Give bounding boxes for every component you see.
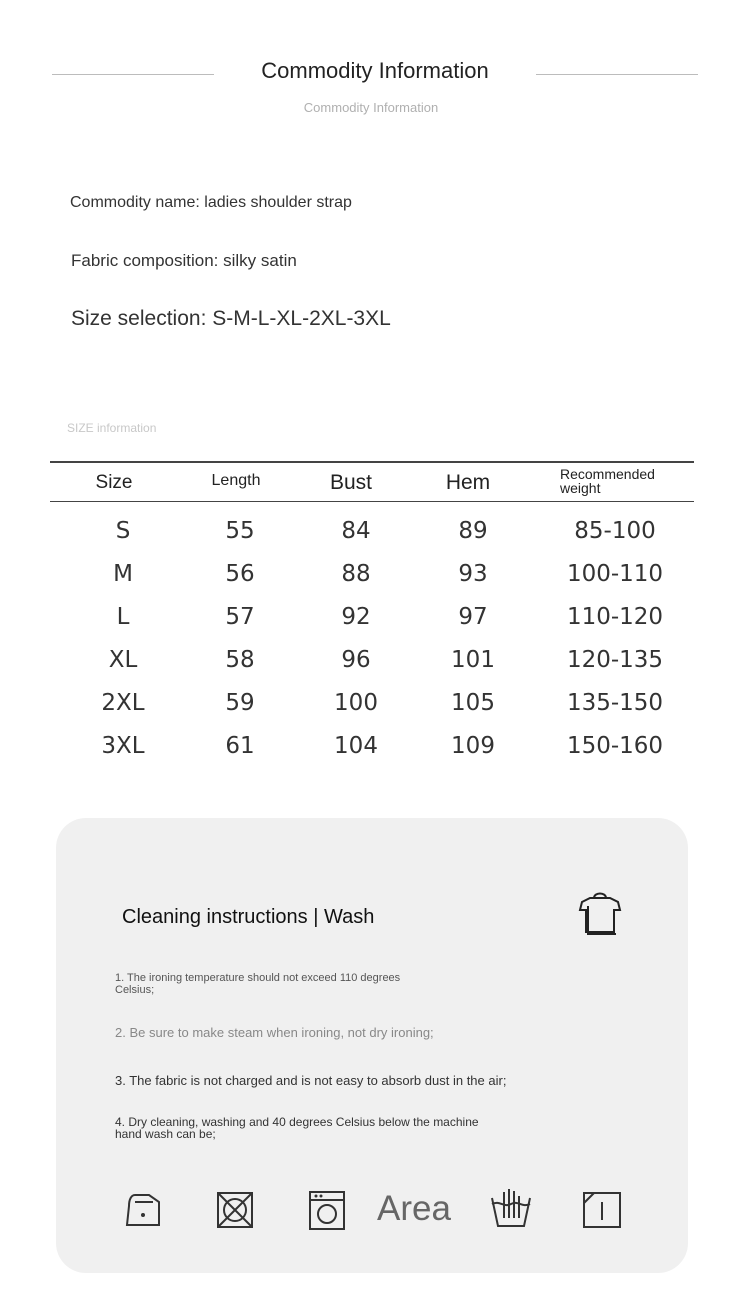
fabric-composition: Fabric composition: silky satin [71, 251, 297, 270]
cell-size: L [116, 604, 130, 630]
iron-icon [123, 1192, 163, 1228]
no-tumble-dry-icon [214, 1189, 256, 1231]
cell-length: 57 [225, 604, 255, 630]
shirt-icon [574, 890, 626, 938]
dry-flat-icon [581, 1190, 623, 1230]
cell-weight: 110-120 [566, 604, 664, 630]
care-heading: Cleaning instructions | Wash [122, 906, 375, 928]
cell-size: 3XL [101, 733, 145, 759]
cell-length: 61 [225, 733, 255, 759]
cell-hem: 93 [458, 561, 488, 587]
header-hem: Hem [445, 471, 491, 494]
cell-bust: 96 [341, 647, 371, 673]
hand-wash-icon [488, 1186, 534, 1230]
cell-length: 59 [225, 690, 255, 716]
cell-hem: 105 [451, 690, 495, 716]
cell-size: M [113, 561, 133, 587]
header-recommended-weight: Recommended weight [560, 466, 655, 496]
cell-hem: 101 [451, 647, 495, 673]
care-note-1: 1. The ironing temperature should not exceed 110 degrees Celsius; [115, 972, 401, 996]
cell-size: S [115, 518, 131, 544]
cell-bust: 92 [341, 604, 371, 630]
cell-length: 56 [225, 561, 255, 587]
care-note-3: 3. The fabric is not charged and is not easy to absorb dust in the air; [115, 1073, 507, 1088]
cell-hem: 109 [451, 733, 495, 759]
cell-weight: 150-160 [566, 733, 664, 759]
cell-weight: 135-150 [566, 690, 664, 716]
page-title: Commodity Information [261, 58, 489, 83]
cell-hem: 97 [458, 604, 488, 630]
header-size: Size [95, 472, 133, 493]
cell-bust: 84 [341, 518, 371, 544]
care-note-2: 2. Be sure to make steam when ironing, not dry ironing; [115, 1025, 434, 1040]
area-label: Area [377, 1189, 451, 1228]
size-selection: Size selection: S-M-L-XL-2XL-3XL [71, 307, 391, 330]
cell-size: XL [108, 647, 138, 673]
cell-bust: 104 [334, 733, 378, 759]
page-subtitle: Commodity Information [303, 100, 439, 115]
cell-weight: 100-110 [566, 561, 664, 587]
header-length: Length [211, 472, 261, 489]
size-information-label: SIZE information [67, 421, 157, 435]
table-header-rule [50, 501, 694, 502]
washing-machine-icon [306, 1189, 348, 1231]
header-bust: Bust [329, 471, 373, 494]
cell-length: 55 [225, 518, 255, 544]
cell-length: 58 [225, 647, 255, 673]
cell-bust: 100 [334, 690, 378, 716]
commodity-name: Commodity name: ladies shoulder strap [70, 194, 352, 211]
cell-bust: 88 [341, 561, 371, 587]
cell-size: 2XL [101, 690, 145, 716]
care-note-4: 4. Dry cleaning, washing and 40 degrees Celsius below the machine hand wash can be; [115, 1115, 479, 1141]
cell-weight: 85-100 [574, 518, 656, 544]
cell-weight: 120-135 [566, 647, 664, 673]
table-top-rule [50, 461, 694, 463]
cell-hem: 89 [458, 518, 488, 544]
